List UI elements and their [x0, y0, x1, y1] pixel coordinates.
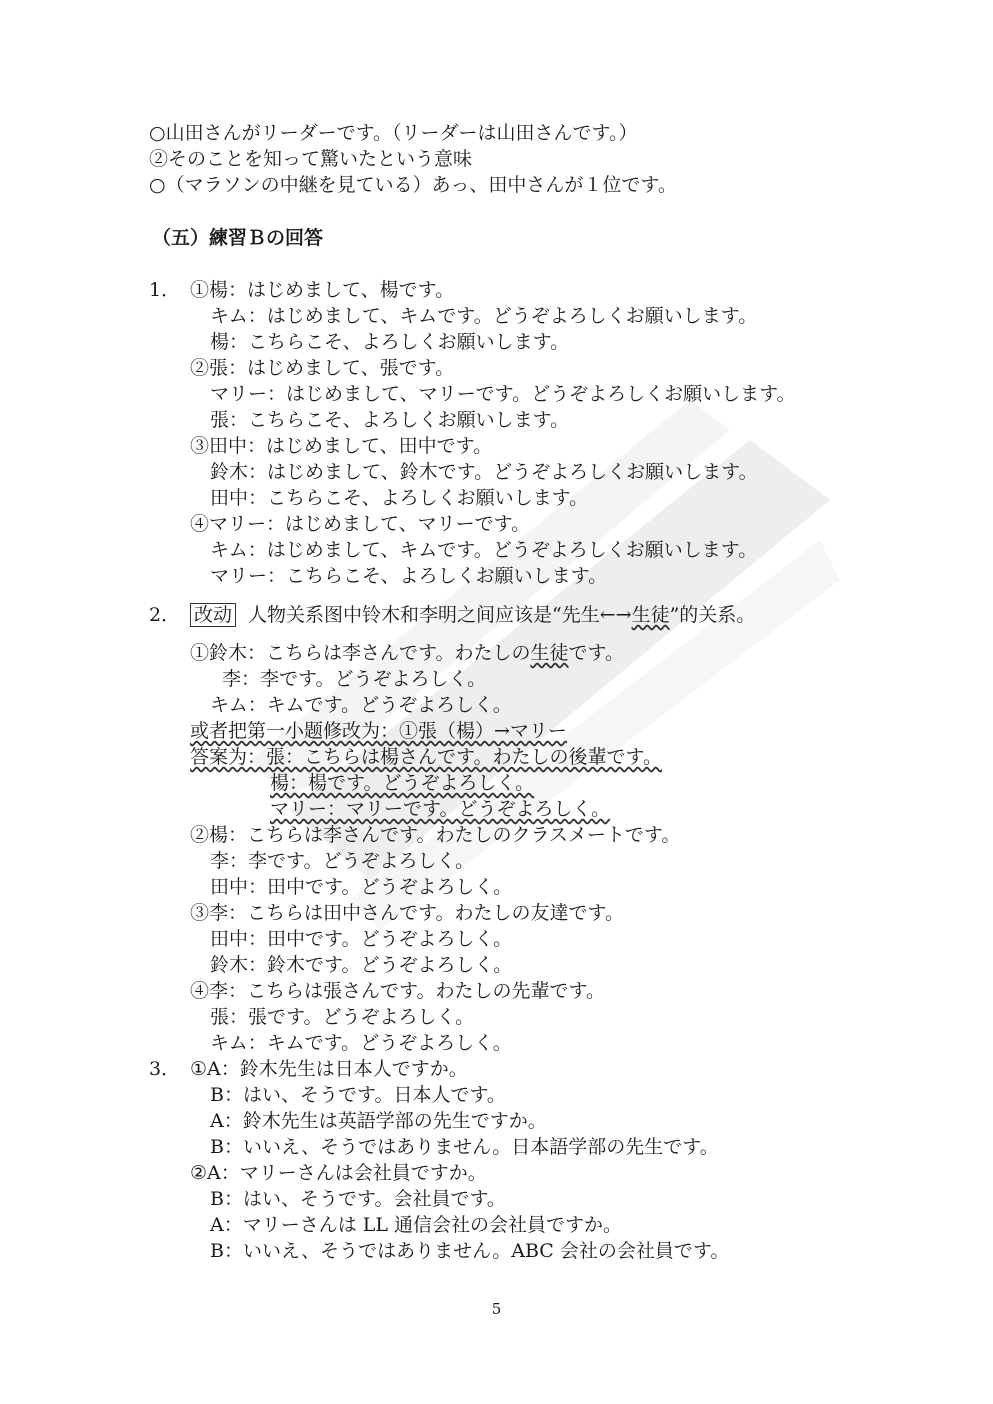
note-underlined: 生徒: [631, 604, 670, 626]
intro-line: ○（マラソンの中継を見ている）あっ、田中さんが１位です。: [149, 174, 677, 196]
dialogue-underlined: 生徒: [530, 642, 569, 664]
dialogue-line: B：はい、そうです。会社員です。: [210, 1188, 506, 1210]
dialogue-line: [190, 641, 624, 665]
dialogue-line: マリー：はじめまして、マリーです。どうぞよろしくお願いします。: [210, 383, 796, 405]
dialogue-line: ④李：こちらは張さんです。わたしの先輩です。: [190, 980, 605, 1002]
dialogue-line: B：いいえ、そうではありません。ABC 会社の会社員です。: [210, 1240, 730, 1262]
dialogue-line: 李：李です。どうぞよろしく。: [222, 668, 487, 690]
dialogue-line: 田中：田中です。どうぞよろしく。: [210, 928, 513, 950]
dialogue-line: ④マリー：はじめまして、マリーです。: [190, 513, 531, 535]
section-title: （五）練習Ｂの回答: [152, 227, 324, 249]
dialogue-line: A：鈴木先生は英語学部の先生ですか。: [210, 1110, 547, 1132]
dialogue-line: 張：張です。どうぞよろしく。: [210, 1006, 475, 1028]
note-text: 人物关系图中铃木和李明之间应该是“先生←→: [248, 604, 632, 626]
alt-line: マリー：マリーです。どうぞよろしく。: [270, 798, 611, 820]
dialogue-line: ②楊：こちらは李さんです。わたしのクラスメートです。: [190, 824, 681, 846]
alt-line: 答案为：張：こちらは楊さんです。わたしの後輩です。: [190, 746, 662, 768]
intro-line: ②そのことを知って驚いたという意味: [149, 148, 473, 170]
dialogue-line: 鈴木：鈴木です。どうぞよろしく。: [210, 954, 513, 976]
question-number: 2．: [149, 604, 181, 626]
dialogue-line: 鈴木：はじめまして、鈴木です。どうぞよろしくお願いします。: [210, 461, 758, 483]
dialogue-line: キム：キムです。どうぞよろしく。: [210, 1032, 512, 1054]
dialogue-line: A：マリーさんは LL 通信会社の会社員ですか。: [210, 1214, 623, 1236]
dialogue-line: 張：こちらこそ、よろしくお願いします。: [210, 409, 570, 431]
correction-note: [190, 603, 755, 627]
dialogue-line: キム：キムです。どうぞよろしく。: [210, 694, 512, 716]
dialogue-text-end: です。: [568, 642, 624, 664]
dialogue-text: ①鈴木：こちらは李さんです。わたしの: [190, 642, 531, 664]
dialogue-line: キム：はじめまして、キムです。どうぞよろしくお願いします。: [210, 305, 758, 327]
note-text-end: ”的关系。: [669, 604, 756, 626]
question-number: 1．: [149, 279, 181, 301]
alt-line: 或者把第一小题修改为：①張（楊）→マリー: [190, 720, 567, 742]
alt-line: 楊：楊です。どうぞよろしく。: [270, 772, 535, 794]
dialogue-line: マリー：こちらこそ、よろしくお願いします。: [210, 565, 608, 587]
dialogue-line: B：はい、そうです。日本人です。: [210, 1084, 506, 1106]
correction-box-label: 改动: [190, 603, 236, 627]
dialogue-line: 楊：こちらこそ、よろしくお願いします。: [210, 331, 570, 353]
dialogue-line: キム：はじめまして、キムです。どうぞよろしくお願いします。: [210, 539, 758, 561]
dialogue-line: 田中：田中です。どうぞよろしく。: [210, 876, 513, 898]
dialogue-line: 田中：こちらこそ、よろしくお願いします。: [210, 487, 589, 509]
dialogue-line: ②A：マリーさんは会社員ですか。: [190, 1162, 487, 1184]
question-number: 3．: [149, 1058, 181, 1080]
dialogue-line: ③田中：はじめまして、田中です。: [190, 435, 493, 457]
dialogue-line: B：いいえ、そうではありません。日本語学部の先生です。: [210, 1136, 719, 1158]
intro-line: ○山田さんがリーダーです。（リーダーは山田さんです。）: [149, 122, 638, 144]
dialogue-line: ①楊：はじめまして、楊です。: [190, 279, 455, 301]
dialogue-line: ①A：鈴木先生は日本人ですか。: [190, 1058, 468, 1080]
page-number: 5: [491, 1300, 502, 1318]
dialogue-line: ③李：こちらは田中さんです。わたしの友達です。: [190, 902, 624, 924]
dialogue-line: 李：李です。どうぞよろしく。: [210, 850, 475, 872]
dialogue-line: ②張：はじめまして、張です。: [190, 357, 455, 379]
